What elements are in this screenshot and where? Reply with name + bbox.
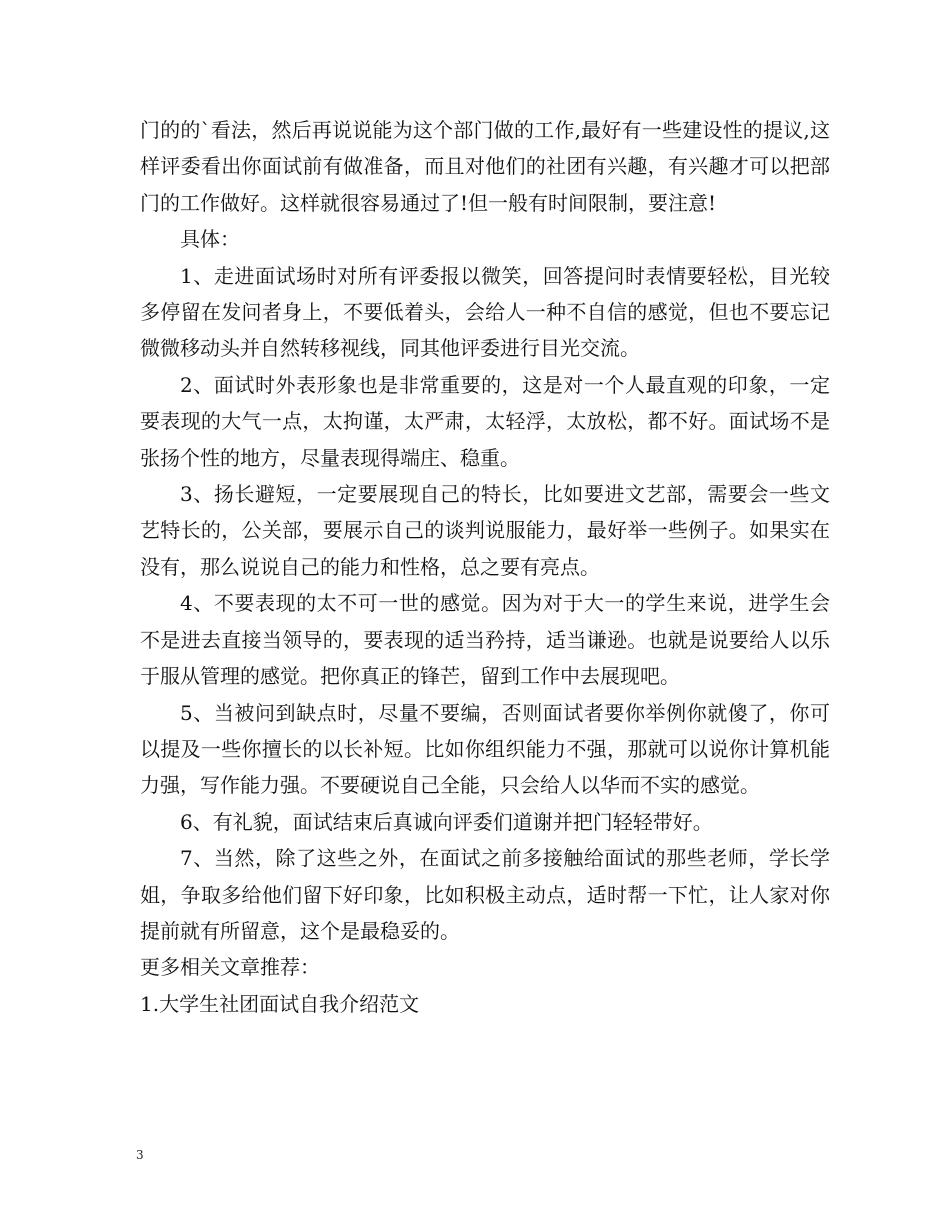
paragraph-tip-4: 4、不要表现的太不可一世的感觉。因为对于大一的学生来说，进学生会不是进去直接当领导的，要表现的适当矜持，适当谦逊。也就是说要给人以乐于服从管理的感觉。把你真正的锋芒，留到工作中去展现吧。	[140, 591, 830, 689]
paragraph-tip-2: 2、面试时外表形象也是非常重要的，这是对一个人最直观的印象，一定要表现的大气一点，太拘谨，太严肃，太轻浮，太放松，都不好。面试场不是张扬个性的地方，尽量表现得端庄、稳重。	[140, 372, 830, 470]
related-article-link-1[interactable]: 1.大学生社团面试自我介绍范文	[140, 991, 420, 1016]
paragraph-continuation: 门的的`看法，然后再说说能为这个部门做的工作,最好有一些建设性的提议,这样评委看出你面试前有做准备，而且对他们的社团有兴趣，有兴趣才可以把部门的工作做好。这样就很容易通过了!但一般有时间限制，要注意!	[140, 118, 830, 215]
paragraph-heading-specifics: 具体：	[180, 227, 240, 252]
paragraph-tip-6: 6、有礼貌，面试结束后真诚向评委们道谢并把门轻轻带好。	[180, 809, 713, 834]
paragraph-tip-1: 1、走进面试场时对所有评委报以微笑，回答提问时表情要轻松，目光较多停留在发问者身上，不要低着头，会给人一种不自信的感觉，但也不要忘记微微移动头并自然转移视线，同其他评委进行目光交流。	[140, 263, 830, 361]
page-number: 3	[136, 1148, 144, 1162]
related-articles-heading: 更多相关文章推荐：	[140, 955, 320, 980]
document-body	[140, 112, 830, 1022]
paragraph-tip-7: 7、当然，除了这些之外，在面试之前多接触给面试的那些老师，学长学姐，争取多给他们留下好印象，比如积极主动点，适时帮一下忙，让人家对你提前就有所留意，这个是最稳妥的。	[140, 846, 830, 943]
paragraph-tip-5: 5、当被问到缺点时，尽量不要编，否则面试者要你举例你就傻了，你可以提及一些你擅长的以长补短。比如你组织能力不强，那就可以说你计算机能力强，写作能力强。不要硬说自己全能，只会给人以华而不实的感觉。	[140, 700, 830, 798]
paragraph-tip-3: 3、扬长避短，一定要展现自己的特长，比如要进文艺部，需要会一些文艺特长的，公关部，要展示自己的谈判说服能力，最好举一些例子。如果实在没有，那么说说自己的能力和性格，总之要有亮点。	[140, 482, 830, 579]
